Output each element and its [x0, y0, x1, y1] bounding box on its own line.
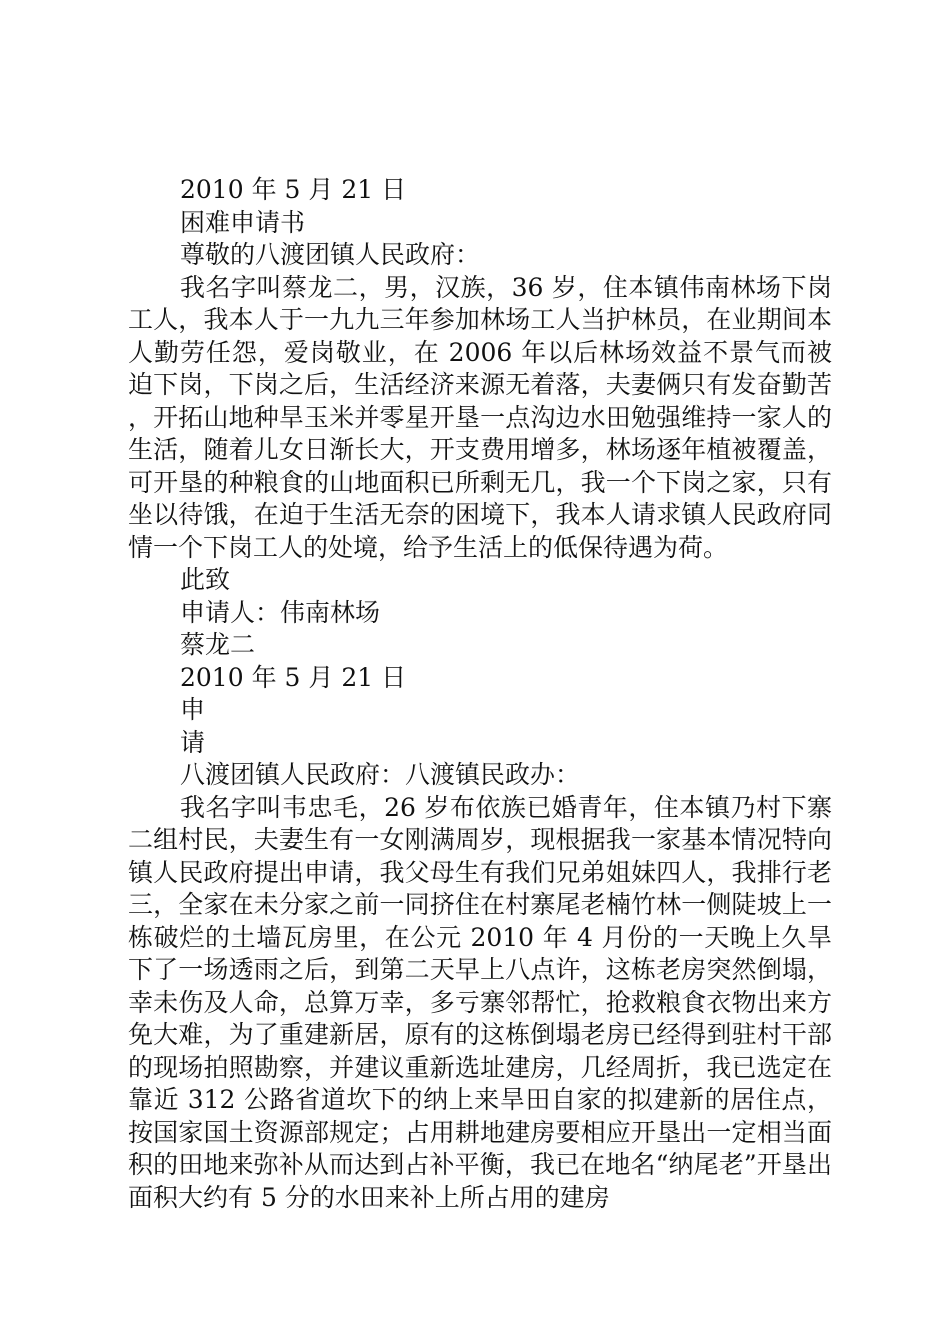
application-body-paragraph-2: 我名字叫韦忠毛，26 岁布依族已婚青年，住本镇乃村下寨二组村民，夫妻生有一女刚满周岁，现根据我一家基本情况特向镇人民政府提出申请，我父母生有我们兄弟姐妹四人，我排行老三，全家在未分家之前一同挤住在村寨尾老楠竹林一侧陡坡上一栋破烂的土墙瓦房里，在公元 2010 年 4 月份的一天晚上久旱下了一场透雨之后，到第二天早上八点许，这栋老房突然倒塌，幸未伤及人命，总算万幸，多亏寨邻帮忙，抢救粮食衣物出来方免大难，为了重建新居，原有的这栋倒塌老房已经得到驻村干部的现场拍照勘察，并建议重新选址建房，几经周折，我已选定在靠近 312 公路省道坎下的纳上来旱田自家的拟建新的居住点，按国家国土资源部规定；占用耕地建房要相应开垦出一定相当面积的田地来弥补从而达到占补平衡，我已在地名“纳尾老”开垦出面积大约有 5 分的水田来补上所占用的建房 — [128, 792, 832, 1212]
applicant-label: 申请人：伟南林场 — [180, 597, 381, 627]
application-body-paragraph-1: 我名字叫蔡龙二，男，汉族，36 岁，住本镇伟南林场下岗工人，我本人于一九九三年参加林场工人当护林员，在业期间本人勤劳任怨，爱岗敬业，在 2006 年以后林场效益不景气而被迫下岗，下岗之后，生活经济来源无着落，夫妻俩只有发奋勤苦，开拓山地种旱玉米并零星开垦一点沟边水田勉强维持一家人的生活，随着儿女日渐长大，开支费用增多，林场逐年植被覆盖，可开垦的种粮食的山地面积已所剩无几，我一个下岗之家，只有坐以待饿，在迫于生活无奈的困境下，我本人请求镇人民政府同情一个下岗工人的处境，给予生活上的低保待遇为荷。 — [128, 272, 832, 562]
salutation-town-government: 尊敬的八渡团镇人民政府： — [180, 240, 481, 269]
document-title-hardship-application: 困难申请书 — [180, 207, 306, 237]
salutation-civil-affairs-office: 八渡团镇人民政府：八渡镇民政办： — [180, 760, 581, 789]
second-title-char-1: 申 — [180, 695, 206, 724]
closing-phrase: 此致 — [180, 565, 231, 594]
date-top: 2010 年 5 月 21 日 — [180, 175, 407, 204]
document-body — [128, 174, 832, 1214]
applicant-name: 蔡龙二 — [180, 630, 256, 659]
date-signature: 2010 年 5 月 21 日 — [180, 662, 407, 692]
second-title-char-2: 请 — [180, 727, 206, 757]
